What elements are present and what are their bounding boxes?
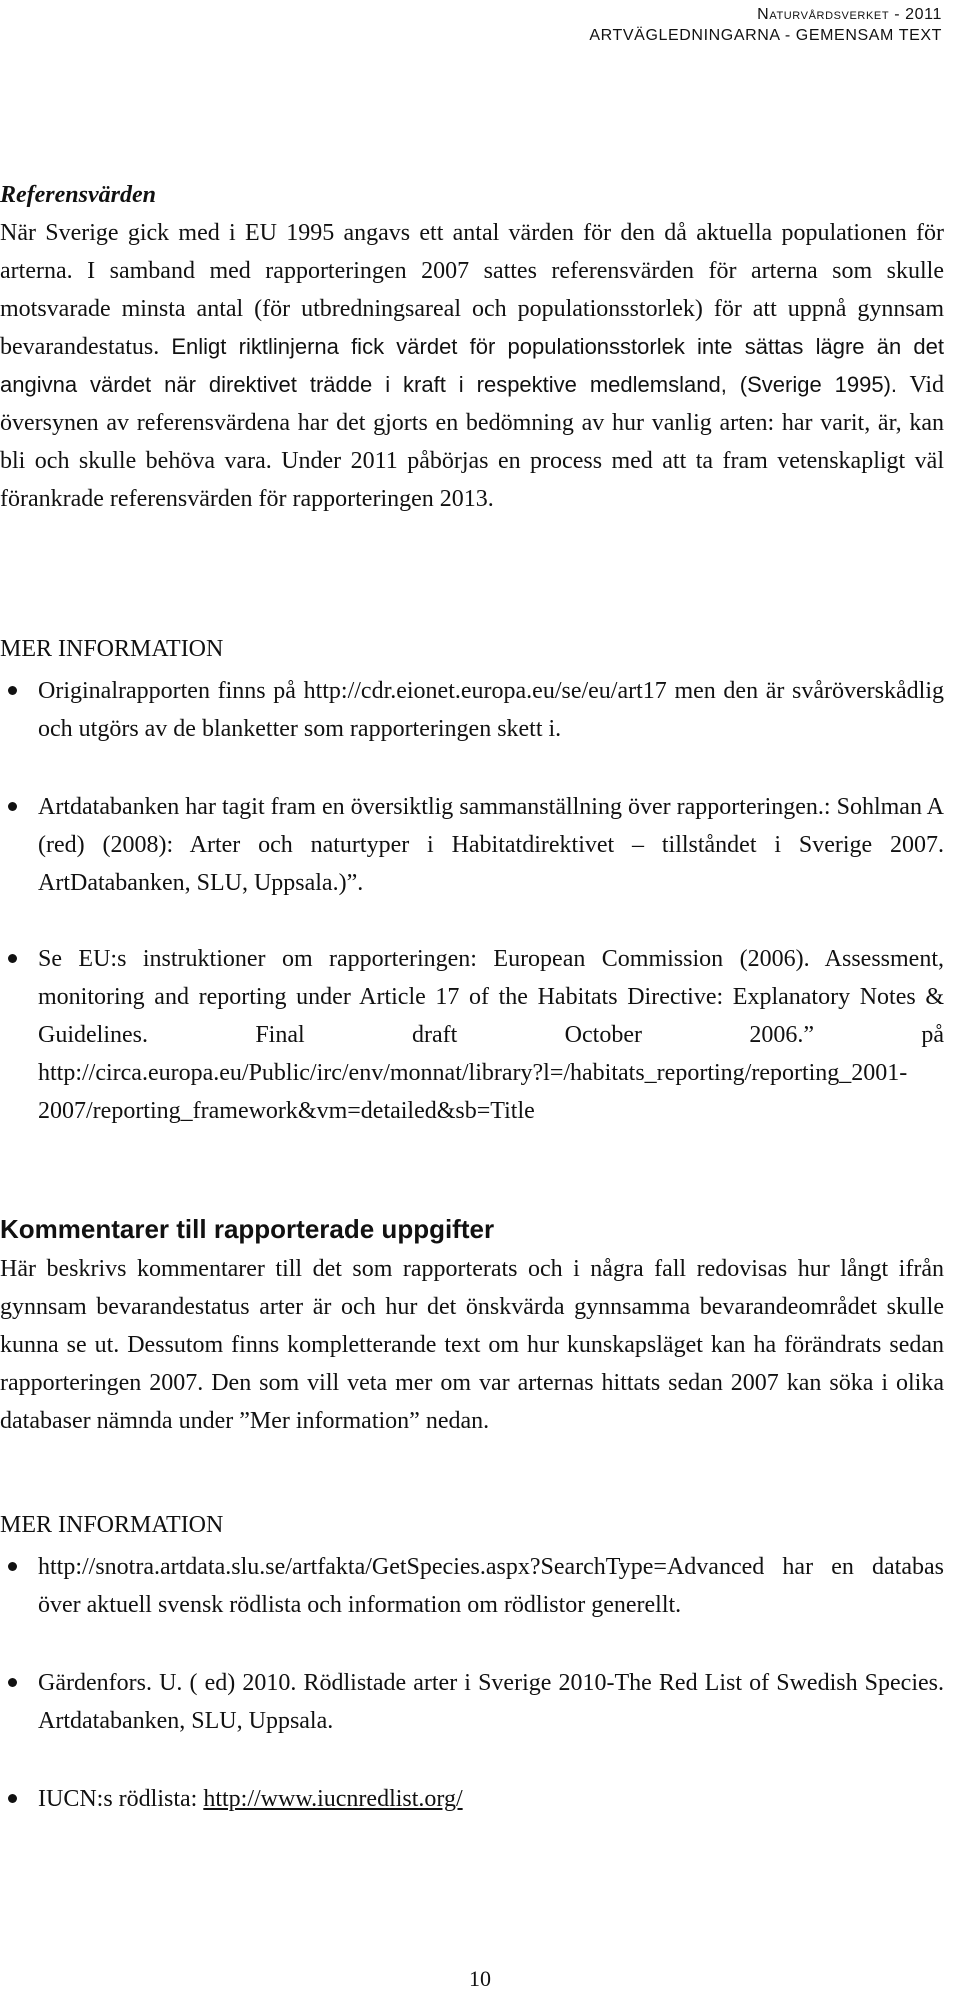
list-item bbox=[38, 940, 944, 1130]
more-info-heading: MER INFORMATION bbox=[0, 636, 224, 662]
list-item-text: http://snotra.artdata.slu.se/artfakta/GetSpecies.aspx?SearchType=Advanced har en databas över aktuell svensk rödlista och information om rödlistor generellt. bbox=[38, 1554, 944, 1618]
iucn-link[interactable]: http://www.iucnredlist.org/ bbox=[203, 1786, 463, 1812]
list-item bbox=[38, 788, 944, 902]
more-info-heading: MER INFORMATION bbox=[0, 1512, 224, 1538]
paragraph-text-sans: Enligt riktlinjerna fick värdet för populationsstorlek inte sättas lägre än det angivna värdet när direktivet trädde i kraft i respektive medlemsland, (Sverige 1995). bbox=[0, 334, 945, 397]
bullet-icon bbox=[8, 802, 17, 811]
section-referensvarden bbox=[0, 176, 944, 518]
section-title: Referensvärden bbox=[0, 182, 156, 208]
list-item bbox=[38, 1780, 944, 1818]
list-item-text: Se EU:s instruktioner om rapporteringen: European Commission (2006). Assessment, monitoring and reporting under Article 17 of the Habitats Directive: Explanatory Notes & Guidelines. Final draft October 2006.” på http://circa.europa.eu/Public/irc/env/monnat/library?l=/habitats_reporting/reporting_2001-2007/reporting_framework&vm=detailed&sb=Title bbox=[38, 946, 944, 1124]
bullet-icon bbox=[8, 1678, 17, 1687]
bullet-icon bbox=[8, 1562, 17, 1571]
running-header bbox=[589, 4, 942, 46]
list-item-text: Originalrapporten finns på http://cdr.eionet.europa.eu/se/eu/art17 men den är svåröverskådlig och utgörs av de blanketter som rapporteringen skett i. bbox=[38, 678, 944, 742]
paragraph: Här beskrivs kommentarer till det som rapporterats och i några fall redovisas hur långt ifrån gynnsam bevarandestatus arter är och hur det önskvärda gynnsamma bevarandeområdet skulle kunna se ut. Dessutom finns kompletterande text om hur kunskapsläget kan ha förändrats sedan rapporteringen 2007. Den som vill veta mer om var arternas hittats sedan 2007 kan söka i olika databaser nämnda under ”Mer information” nedan. bbox=[0, 1256, 944, 1434]
list-item bbox=[38, 1548, 944, 1624]
paragraph bbox=[0, 214, 944, 518]
list-item-text: Gärdenfors. U. ( ed) 2010. Rödlistade arter i Sverige 2010-The Red List of Swedish Species. Artdatabanken, SLU, Uppsala. bbox=[38, 1670, 944, 1734]
paragraph-text: När Sverige gick med i EU 1995 angavs ett antal värden för den då aktuella populationen för arterna. I samband med rapporteringen 2007 sattes referensvärden för arterna som skulle motsvarade minsta antal (för utbredningsareal och populationsstorlek) för att uppnå gynnsam bevarandestatus. bbox=[0, 220, 944, 360]
list-item-label: IUCN:s rödlista: bbox=[38, 1786, 204, 1812]
paragraph-text: Vid översynen av referensvärdena har det gjorts en bedömning av hur vanlig arten: har varit, är, kan bli och skulle behöva vara. Under 2011 påbörjas en process med att ta fram vetenskapligt väl förankrade referensvärden för rapporteringen 2013. bbox=[0, 372, 944, 512]
list-item bbox=[38, 672, 944, 748]
bullet-icon bbox=[8, 954, 17, 963]
list-item-text: Artdatabanken har tagit fram en översiktlig sammanställning över rapporteringen.: Sohlman A (red) (2008): Arter och naturtyper i Habitatdirektivet – tillståndet i Sverige 2007. ArtDatabanken, SLU, Uppsala.)”. bbox=[38, 794, 944, 896]
page-number: 10 bbox=[469, 1966, 491, 1991]
list-item bbox=[38, 1664, 944, 1740]
bullet-icon bbox=[8, 686, 17, 695]
header-line-2: ARTVÄGLEDNINGARNA - GEMENSAM TEXT bbox=[589, 27, 942, 44]
section-title: Kommentarer till rapporterade uppgifter bbox=[0, 1214, 495, 1244]
bullet-icon bbox=[8, 1794, 17, 1803]
header-line-1: Naturvårdsverket - 2011 bbox=[757, 6, 942, 23]
